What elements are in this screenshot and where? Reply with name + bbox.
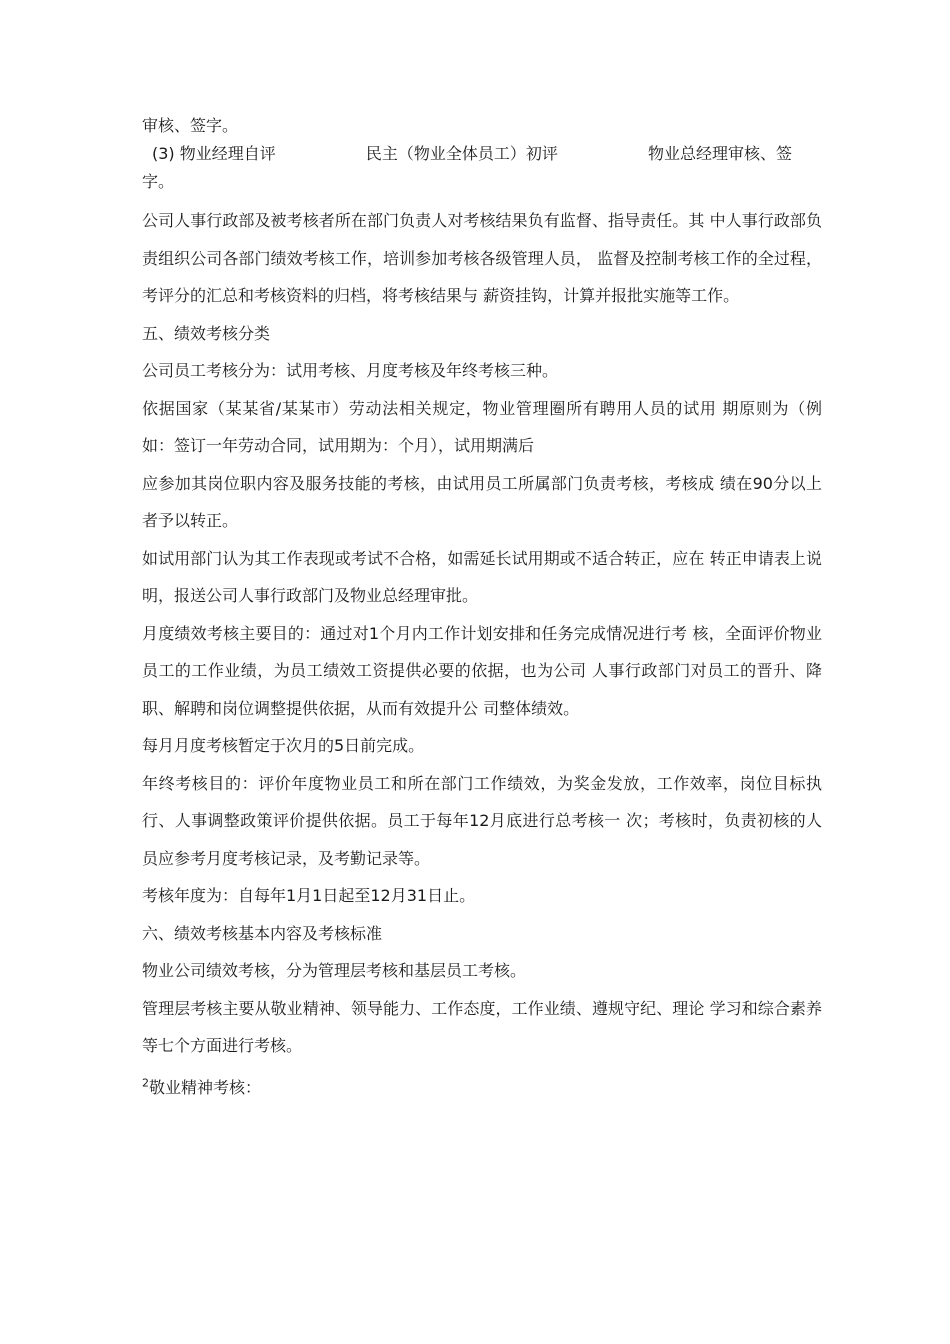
paragraph-probation-extension: 如试用部门认为其工作表现或考试不合格，如需延长试用期或不适合转正，应在 转正申请表上说明，报送公司人事行政部门及物业总经理审批。	[142, 548, 822, 605]
flow-step-initial-review: 民主（物业全体员工）初评	[365, 144, 558, 163]
bullet-marker: 2	[142, 1076, 149, 1090]
paragraph-probation-assessment: 应参加其岗位职内容及服务技能的考核，由试用员工所属部门负责考核，考核成 绩在90分以上者予以转正。	[142, 473, 822, 530]
paragraph-dedication-heading	[142, 1069, 822, 1107]
paragraph-assessment-split: 物业公司绩效考核，分为管理层考核和基层员工考核。	[142, 961, 527, 980]
flow-step-self-review: (3) 物业经理自评	[152, 144, 276, 163]
paragraph-monthly-purpose: 月度绩效考核主要目的：通过对1个月内工作计划安排和任务完成情况进行考 核，全面评价物业员工的工作业绩，为员工绩效工资提供必要的依据，也为公司 人事行政部门对员工的晋升、降职、解聘和岗位调整提供依据，从而有效提升公 司整体绩效。	[142, 623, 822, 718]
heading-section-5: 五、绩效考核分类	[142, 323, 271, 343]
flow-steps-row	[142, 140, 822, 168]
flow-line-1: 审核、签字。	[142, 116, 239, 135]
paragraph-management-aspects: 管理层考核主要从敬业精神、领导能力、工作态度，工作业绩、遵规守纪、理论 学习和综合素养等七个方面进行考核。	[142, 998, 822, 1055]
flow-line-3: 字。	[142, 172, 175, 191]
paragraph-probation-rule: 依据国家（某某省/某某市）劳动法相关规定，物业管理圈所有聘用人员的试用 期原则为（例如：签订一年劳动合同，试用期为：个月），试用期满后	[142, 398, 822, 455]
heading-section-6: 六、绩效考核基本内容及考核标准	[142, 923, 383, 943]
document-page	[142, 112, 822, 1106]
paragraph-monthly-deadline: 每月月度考核暂定于次月的5日前完成。	[142, 736, 425, 755]
paragraph-responsibility: 公司人事行政部及被考核者所在部门负责人对考核结果负有监督、指导责任。其 中人事行政部负责组织公司各部门绩效考核工作，培训参加考核各级管理人员， 监督及控制考核工作的全过程，考评分的汇总和考核资料的归档，将考核结果与 薪资挂钩，计算并报批实施等工作。	[142, 211, 822, 305]
paragraph-assessment-year: 考核年度为：自每年1月1日起至12月31日止。	[142, 886, 476, 905]
paragraph-categories: 公司员工考核分为：试用考核、月度考核及年终考核三种。	[142, 361, 559, 380]
dedication-heading-text: 敬业精神考核：	[149, 1077, 262, 1097]
paragraph-annual-purpose: 年终考核目的：评价年度物业员工和所在部门工作绩效，为奖金发放，工作效率，岗位目标执行、人事调整政策评价提供依据。员工于每年12月底进行总考核一 次；考核时，负责初核的人员应参考月度考核记录，及考勤记录等。	[142, 773, 822, 868]
flow-step-gm-review: 物业总经理审核、签	[647, 144, 792, 163]
